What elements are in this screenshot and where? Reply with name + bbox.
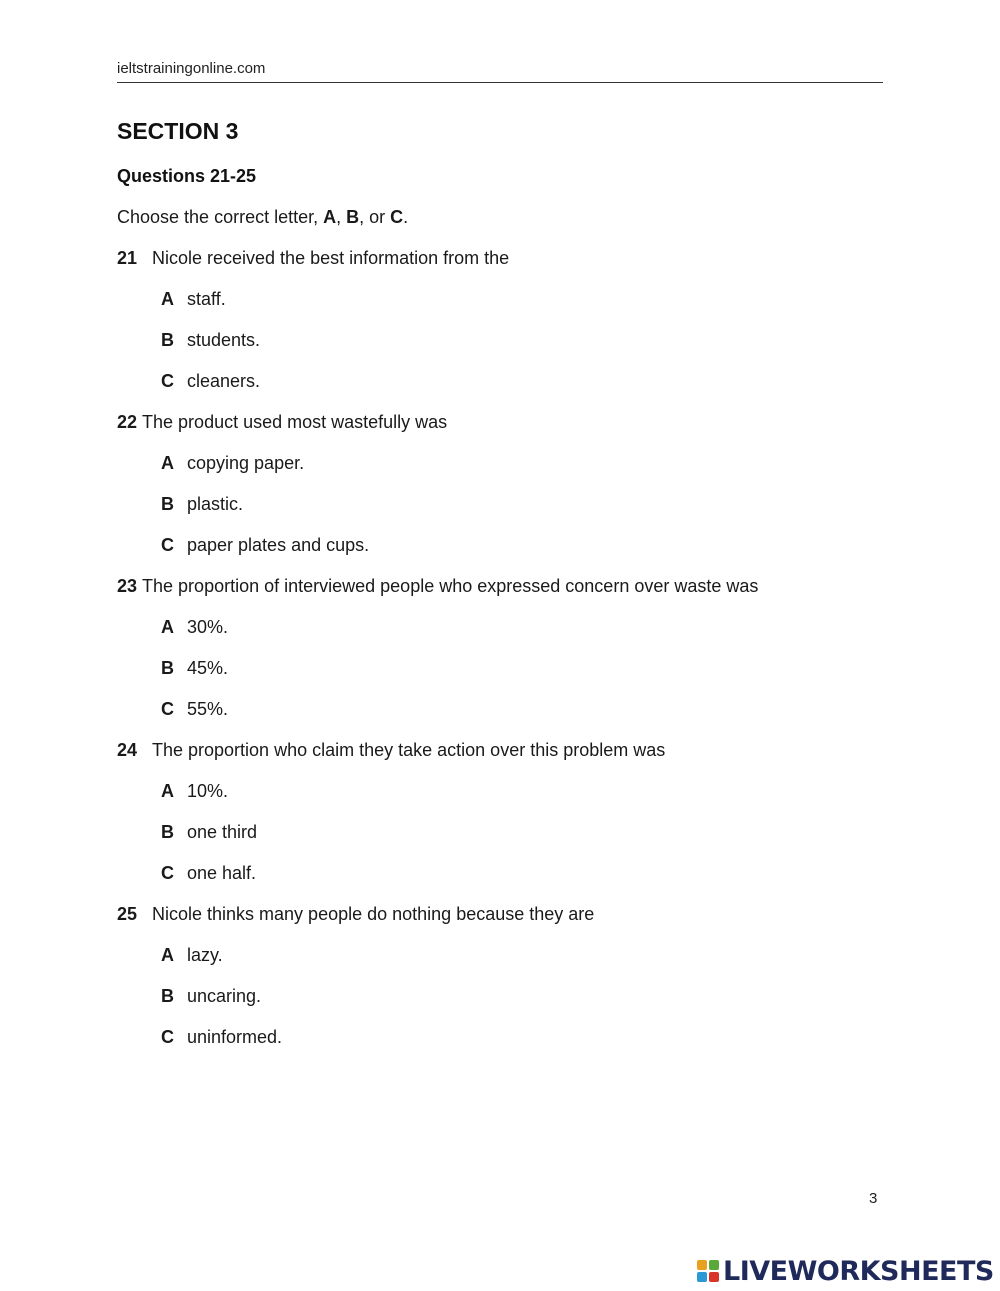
question-number: 21 [117,248,138,268]
option-22-c[interactable] [161,535,369,556]
option-24-c[interactable] [161,863,256,884]
option-letter: A [161,617,174,637]
question-number: 22 [117,412,138,432]
option-21-c[interactable] [161,371,260,392]
brand-text: LIVEWORKSHEETS [723,1255,994,1287]
instruction: Choose the correct letter, A, B, or C. [117,207,409,227]
option-letter: A [161,781,174,801]
option-23-c[interactable] [161,699,228,720]
option-letter: B [161,822,174,842]
logo-square-red [709,1272,719,1282]
option-text: one half. [187,863,257,883]
question-24 [117,740,665,761]
option-text: uninformed. [187,1027,283,1047]
option-text: lazy. [187,945,223,965]
question-22 [117,412,447,433]
option-22-a[interactable] [161,453,304,474]
option-25-c[interactable] [161,1027,282,1048]
option-letter: C [161,535,174,555]
question-number: 23 [117,576,138,596]
question-number: 24 [117,740,138,760]
option-21-b[interactable] [161,330,260,351]
question-text: The proportion who claim they take action over this problem was [152,740,666,760]
option-text: staff. [187,289,226,309]
liveworksheets-logo [697,1255,994,1287]
option-letter: C [161,699,174,719]
liveworksheets-logo-icon [697,1260,719,1282]
option-letter: B [161,330,174,350]
option-23-b[interactable] [161,658,228,679]
option-letter: A [161,453,174,473]
question-number: 25 [117,904,138,924]
option-letter: A [161,945,174,965]
question-text: The product used most wastefully was [142,412,448,432]
question-23 [117,576,758,597]
option-text: 55%. [187,699,229,719]
question-text: Nicole received the best information from the [152,248,510,268]
logo-square-green [709,1260,719,1270]
question-text: The proportion of interviewed people who expressed concern over waste was [142,576,759,596]
option-21-a[interactable] [161,289,226,310]
option-22-b[interactable] [161,494,243,515]
option-23-a[interactable] [161,617,228,638]
page-header [117,58,883,83]
logo-square-orange [697,1260,707,1270]
option-letter: B [161,494,174,514]
option-25-b[interactable] [161,986,261,1007]
option-25-a[interactable] [161,945,223,966]
option-text: paper plates and cups. [187,535,370,555]
option-text: one third [187,822,258,842]
option-text: 30%. [187,617,229,637]
option-letter: C [161,863,174,883]
option-text: copying paper. [187,453,305,473]
option-text: 10%. [187,781,229,801]
option-letter: C [161,1027,174,1047]
option-text: students. [187,330,261,350]
section-title: SECTION 3 [117,118,239,144]
option-letter: B [161,986,174,1006]
option-text: plastic. [187,494,244,514]
logo-square-blue [697,1272,707,1282]
site-url: ieltstrainingonline.com [117,60,266,77]
question-21 [117,248,509,269]
question-text: Nicole thinks many people do nothing because they are [152,904,595,924]
questions-range: Questions 21-25 [117,166,257,186]
question-25 [117,904,594,925]
option-24-b[interactable] [161,822,257,843]
option-letter: A [161,289,174,309]
option-text: uncaring. [187,986,262,1006]
option-letter: B [161,658,174,678]
page-number: 3 [869,1190,878,1207]
option-letter: C [161,371,174,391]
option-text: cleaners. [187,371,261,391]
option-24-a[interactable] [161,781,228,802]
option-text: 45%. [187,658,229,678]
